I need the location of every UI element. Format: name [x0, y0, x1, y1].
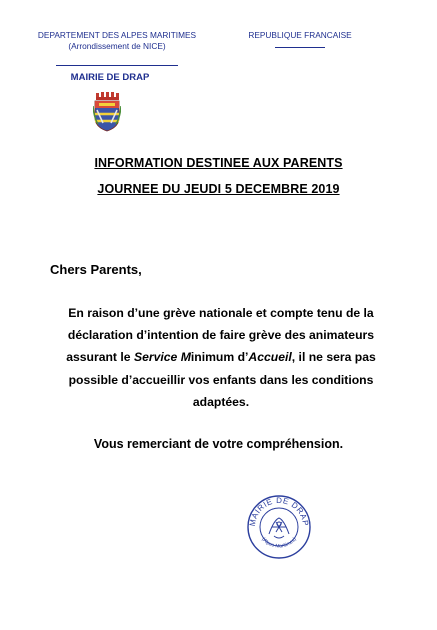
mairie-stamp-icon [246, 494, 312, 560]
header-divider [56, 65, 178, 66]
body-segment-1: En raison d’une grève nationale et compte tenu de la déclaration d’intention de faire grève des animateurs assurant le [66, 306, 375, 365]
body-segment-3: , il ne sera pas possible d’accueillir vos enfants dans les conditions adaptées. [68, 350, 376, 409]
department-header [28, 30, 206, 66]
coat-of-arms-icon [93, 92, 121, 132]
closing-thanks: Vous remerciant de votre compréhension. [93, 437, 344, 451]
stamp-bottom-text: (Alpes-Maritimes) [260, 536, 298, 550]
title-information: INFORMATION DESTINEE AUX PARENTS [94, 156, 343, 170]
republic-divider [275, 47, 325, 48]
republic-name: REPUBLIQUE FRANCAISE [248, 30, 352, 40]
body-italic-service: Service M [133, 350, 191, 365]
department-name: DEPARTEMENT DES ALPES MARITIMES [37, 30, 197, 40]
title-journee: JOURNEE DU JEUDI 5 DECEMBRE 2019 [97, 182, 340, 196]
letter-body [46, 302, 396, 413]
mairie-name: MAIRIE DE DRAP [70, 72, 150, 83]
republic-header [240, 30, 360, 48]
body-segment-2: inimum d’ [190, 350, 249, 365]
body-italic-accueil: Accueil [248, 350, 292, 365]
salutation: Chers Parents, [50, 262, 142, 277]
arrondissement: (Arrondissement de NICE) [68, 41, 166, 51]
stamp-top-text: MAIRIE DE DRAP [247, 495, 311, 527]
